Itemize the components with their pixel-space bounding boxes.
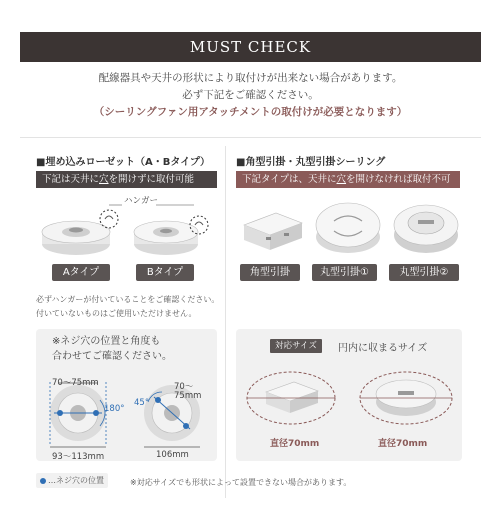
screw-legend-label: …ネジ穴の位置 xyxy=(48,476,104,485)
round-ceiling-1-tag: 丸型引掛① xyxy=(312,264,377,281)
intro-line-1: 配線器具や天井の形状により取付けが出来ない場合があります。 xyxy=(98,72,403,84)
round-ceiling-1-image xyxy=(316,203,380,253)
dim-a-top: 70～75mm xyxy=(52,378,99,388)
left-strip-pre: 下記は天井に xyxy=(42,174,100,185)
type-a-tag: Aタイプ xyxy=(52,264,110,281)
must-check-banner xyxy=(20,32,481,62)
screw-hole-b-left xyxy=(155,397,161,403)
screw-hole-dot-icon xyxy=(40,478,46,484)
hanger-note-1: 必ずハンガーが付いていることをご確認ください。 xyxy=(36,295,220,304)
dim-a-bottom: 93～113mm xyxy=(52,452,105,462)
left-strip-highlight: 穴 xyxy=(99,174,109,185)
left-condition-strip xyxy=(36,171,217,188)
type-b-tag: Bタイプ xyxy=(136,264,194,281)
square-ceiling-tag: 角型引掛 xyxy=(240,264,300,281)
size-diagram-square xyxy=(247,372,335,424)
screw-hole-b-right xyxy=(183,423,189,429)
left-section-title: ■埋め込みローゼット（A・Bタイプ） xyxy=(36,157,211,168)
dim-b-top-1: 70～ xyxy=(174,382,194,392)
screw-diagram-a xyxy=(50,382,106,447)
rosette-illustrations xyxy=(36,192,217,262)
intro-line-3: （シーリングファン用アタッチメントの取付けが必要となります） xyxy=(93,106,408,118)
section-divider xyxy=(20,137,481,138)
screw-box-heading xyxy=(52,334,172,364)
dim-b-bottom: 106mm xyxy=(156,450,189,460)
ceiling-illustrations xyxy=(236,195,462,260)
screw-legend xyxy=(36,473,108,488)
screw-hole-a-left xyxy=(57,410,63,416)
dim-b-top-2: 75mm xyxy=(174,391,202,401)
size-dim-right: 直径70mm xyxy=(378,439,428,449)
angle-a: 180° xyxy=(104,404,125,414)
hanger-label: ハンガー xyxy=(124,196,159,206)
hanger-highlight-a xyxy=(100,210,118,228)
size-dim-left: 直径70mm xyxy=(270,439,320,449)
right-section-title: ■角型引掛・丸型引掛シーリング xyxy=(236,157,386,168)
left-strip-post: を開けずに取付可能 xyxy=(108,174,195,185)
right-strip-post: を開けなければ取付不可 xyxy=(346,174,451,185)
round-ceiling-2-image xyxy=(394,205,458,253)
right-condition-strip xyxy=(236,171,460,188)
size-diagrams xyxy=(236,358,462,438)
rosette-b-image xyxy=(134,221,198,255)
supported-size-desc: 円内に収まるサイズ xyxy=(338,343,428,354)
right-strip-highlight: 穴 xyxy=(336,174,347,185)
intro-line-2: 必ず下記をご確認ください。 xyxy=(182,89,319,101)
size-diagram-round xyxy=(360,372,452,424)
hanger-note-2: 付いていないものはご使用いただけません。 xyxy=(36,309,197,318)
hanger-highlight-b xyxy=(190,216,208,234)
round-ceiling-2-tag: 丸型引掛② xyxy=(389,264,459,281)
screw-box-line-1: ※ネジ穴の位置と角度も xyxy=(52,336,161,347)
supported-size-badge: 対応サイズ xyxy=(270,339,322,353)
screw-hole-a-right xyxy=(93,410,99,416)
rosette-a-image xyxy=(42,221,110,255)
banner-title: MUST CHECK xyxy=(189,38,312,56)
square-ceiling-image xyxy=(244,213,302,250)
angle-b: 45° xyxy=(134,398,150,408)
footnote: ※対応サイズでも形状によって設置できない場合があります。 xyxy=(130,478,352,487)
right-strip-pre: 下記タイプは、天井に xyxy=(242,174,337,185)
screw-box-line-2: 合わせてご確認ください。 xyxy=(52,351,172,362)
column-divider xyxy=(225,146,226,498)
